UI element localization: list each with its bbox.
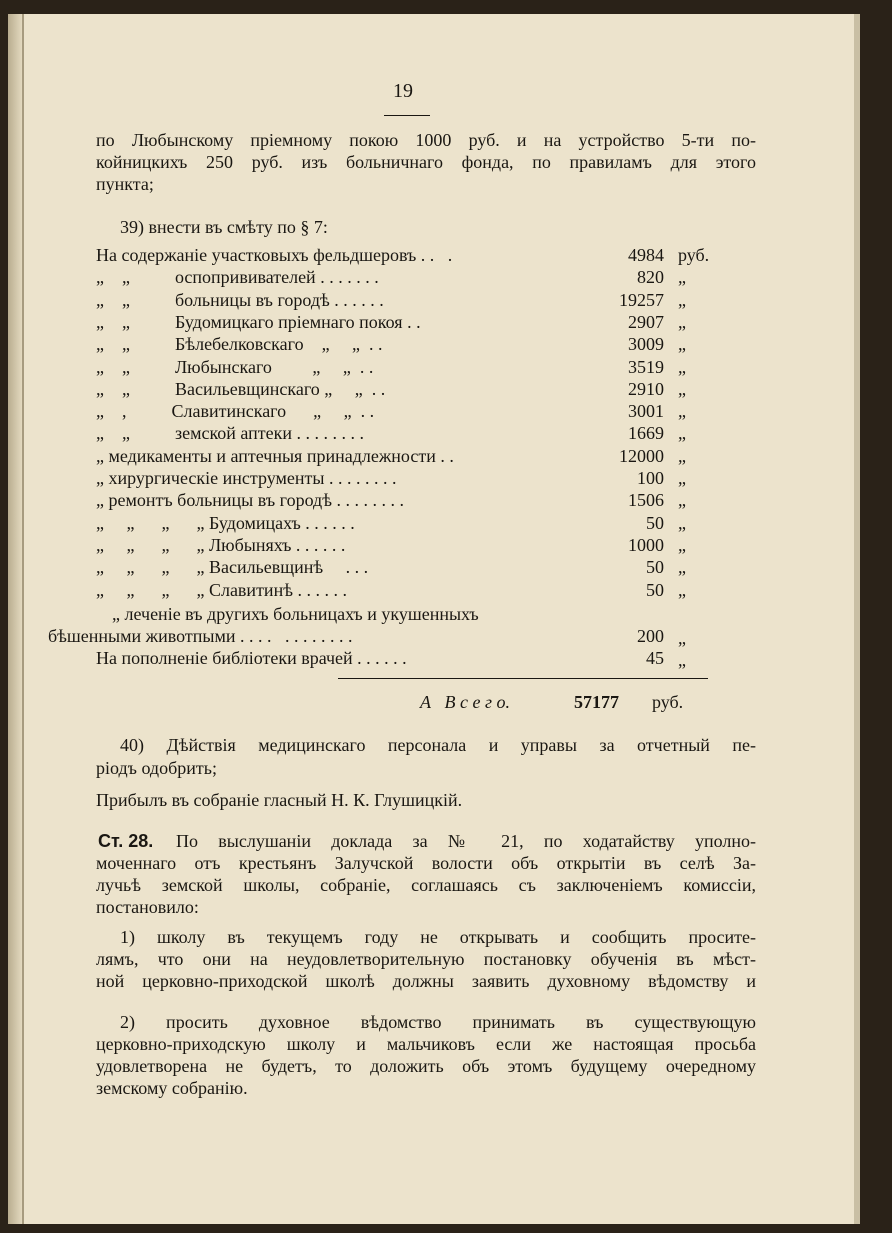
budget-row-unit: „ [678, 311, 686, 332]
budget-row-unit: „ [678, 356, 686, 377]
article-28-line: моченнаго отъ крестьянъ Залучской волости объ открытіи въ селѣ За- [96, 853, 756, 873]
budget-row-unit: „ [678, 512, 686, 533]
budget-row-unit: „ [678, 445, 686, 466]
budget-row-label: „ „ „ „ Славитинѣ . . . . . . [96, 579, 347, 600]
budget-row-label: „ „ Бѣлебелковскаго „ „ . . [96, 334, 383, 355]
budget-row-unit: „ [678, 490, 686, 511]
point-1-line: ной церковно-приходской школѣ должны заявить духовному вѣдомству и [96, 971, 756, 991]
budget-row-unit: „ [678, 267, 686, 288]
budget-row-unit: „ [678, 534, 686, 555]
intro-line: по Любынскому пріемному покою 1000 руб. и на устройство 5-ти по- [96, 130, 756, 150]
budget-row-amount: 1000 [628, 534, 664, 555]
point-1-line: лямъ, что они на неудовлетворительную постановку обученія въ мѣст- [96, 949, 756, 969]
treatment-amount: 200 [637, 625, 664, 646]
budget-row-amount: 1669 [628, 423, 664, 444]
point-2-line: удовлетворена не будетъ, то доложить объ этомъ будущему очередному [96, 1056, 756, 1076]
budget-row-amount: 820 [637, 267, 664, 288]
intro-line: пункта; [96, 174, 154, 194]
budget-row-unit: руб. [678, 245, 710, 265]
budget-row-label: „ „ Любынскаго „ „ . . [96, 356, 374, 377]
intro-line: койницкихъ 250 руб. изъ больничнаго фонда, по правиламъ для этого [96, 152, 756, 172]
budget-row-amount: 12000 [619, 445, 664, 466]
point-2-line: 2) просить духовное вѣдомство принимать въ существующую [120, 1012, 756, 1032]
total-unit: руб. [652, 692, 684, 712]
treatment-unit: „ [678, 627, 686, 648]
total-rule [338, 678, 708, 679]
article-28-line: постановило: [96, 897, 199, 917]
page-number-rule [384, 115, 430, 116]
budget-row-label: „ „ „ „ Васильевщинѣ . . . [96, 557, 369, 578]
book-page [8, 14, 860, 1224]
budget-row-unit: „ [678, 468, 686, 488]
budget-row-amount: 2910 [628, 378, 664, 399]
total-label: А В с е г о. [420, 692, 510, 712]
budget-row-label: „ хирургическіе инструменты . . . . . . . . [96, 468, 397, 488]
budget-row-unit: „ [678, 557, 686, 578]
budget-row-label: „ „ „ „ Любыняхъ . . . . . . [96, 534, 346, 555]
budget-row-label: „ „ „ „ Будомицахъ . . . . . . [96, 512, 355, 533]
budget-row-label: На содержаніе участковыхъ фельдшеровъ . . . [96, 245, 453, 265]
item-40-line: 40) Дѣйствія медицинскаго персонала и управы за отчетный пе- [120, 735, 756, 755]
library-line: На пополненіе библіотеки врачей . . . . . . [96, 647, 407, 668]
page-edge [854, 14, 860, 1224]
budget-row-unit: „ [678, 334, 686, 355]
treatment-line-2: бѣшенными животпыми . . . . . . . . . . . . [48, 625, 353, 646]
budget-row-unit: „ [678, 401, 686, 422]
article-28-line: лучьѣ земской школы, собраніе, соглашаясь съ заключеніемъ комиссіи, [96, 875, 756, 895]
total-amount: 57177 [574, 692, 619, 712]
budget-row-amount: 3001 [628, 401, 664, 422]
budget-row-label: „ „ Васильевщинскаго „ „ . . [96, 378, 386, 399]
spine-shadow [22, 14, 24, 1224]
budget-row-label: „ ремонтъ больницы въ городѣ . . . . . . . . [96, 490, 404, 511]
budget-row-label: „ „ оспопрививателей . . . . . . . [96, 267, 379, 288]
budget-row-unit: „ [678, 378, 686, 399]
point-2-line: церковно-приходскую школу и мальчиковъ если же настоящая просьба [96, 1034, 756, 1054]
library-amount: 45 [646, 647, 664, 668]
budget-row-unit: „ [678, 289, 686, 310]
budget-row-label: „ медикаменты и аптечныя принадлежности . . [96, 445, 454, 466]
budget-row-label: „ „ Будомицкаго пріемнаго покоя . . [96, 311, 421, 332]
page-number: 19 [393, 80, 413, 102]
article-28-label: Ст. 28. [98, 831, 154, 851]
budget-row-amount: 2907 [628, 311, 664, 332]
budget-row-amount: 3519 [628, 356, 664, 377]
budget-row-amount: 1506 [628, 490, 664, 511]
budget-row-unit: „ [678, 579, 686, 600]
budget-row-amount: 19257 [619, 289, 664, 310]
budget-row-amount: 50 [646, 557, 664, 578]
article-28-line: По выслушаніи доклада за № 21, по ходатайству уполно- [176, 831, 756, 851]
point-1-line: 1) школу въ текущемъ году не открывать и сообщить просите- [120, 927, 756, 947]
arrival-line: Прибылъ въ собраніе гласный Н. К. Глушицкій. [96, 790, 463, 810]
budget-row-amount: 100 [637, 468, 664, 488]
budget-row-amount: 50 [646, 579, 664, 600]
item-39-heading: 39) внести въ смѣту по § 7: [120, 217, 328, 237]
treatment-line-1: „ леченіе въ другихъ больницахъ и укушенныхъ [112, 603, 479, 624]
library-unit: „ [678, 649, 686, 670]
item-40-line: ріодъ одобрить; [96, 758, 217, 778]
budget-row-amount: 4984 [628, 245, 664, 265]
budget-row-label: „ „ земской аптеки . . . . . . . . [96, 423, 365, 444]
page-spine [8, 14, 22, 1224]
budget-row-label: „ , Славитинскаго „ „ . . [96, 401, 375, 422]
budget-row-amount: 50 [646, 512, 664, 533]
budget-row-unit: „ [678, 423, 686, 444]
budget-row-amount: 3009 [628, 334, 664, 355]
point-2-line: земскому собранію. [96, 1078, 248, 1098]
budget-row-label: „ „ больницы въ городѣ . . . . . . [96, 289, 384, 310]
